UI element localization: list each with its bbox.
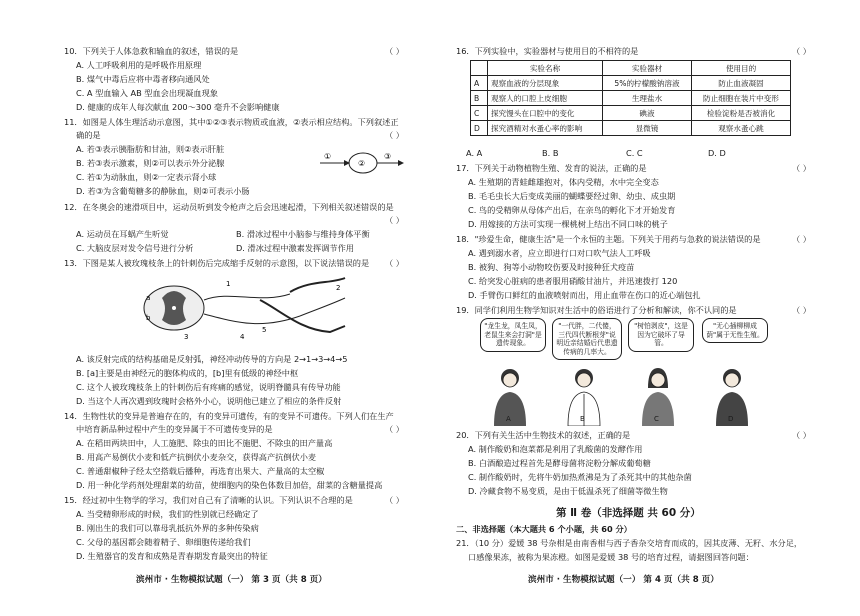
table-cell: B — [471, 91, 488, 106]
part-2-heading: 二、非选择题（本大题共 6 个小题，共 60 分） — [456, 524, 632, 534]
q13-label-1: 1 — [226, 280, 231, 288]
q10-option-b: B. 煤气中毒后应将中毒者移向通风处 — [76, 74, 210, 84]
q21-stem-cont: 口感像果冻，被称为果冻橙。如图是爱媛 38 号的培育过程，请据图回答问题： — [468, 552, 754, 562]
q15-option-d: D. 生殖器官的发育和成熟是青春期发育最突出的特征 — [76, 551, 268, 561]
q18-option-d: D. 手臂伤口鲜红的血液喷射而出，用止血带在伤口的近心端包扎 — [468, 290, 701, 300]
q11-stem: 11．如图是人体生理活动示意图，其中①②③表示物质或血液，②表示相应结构。下列叙述正 — [64, 117, 399, 127]
q20-stem: 20．下列有关生活中生物技术的叙述，正确的是 — [456, 430, 631, 440]
q12-option-d: D. 滑冰过程中激素发挥调节作用 — [236, 243, 354, 253]
q12-paren: （ ） — [385, 215, 404, 225]
q15-option-a: A. 当受精卵形成的时候，我们的性别就已经确定了 — [76, 509, 259, 519]
q11-option-b: B. 若③表示激素，则②可以表示外分泌腺 — [76, 158, 225, 168]
q21-stem: 21．（10 分）爱媛 38 号杂柑是由南香柑与西子香杂交培育而成的，因其皮薄、无籽、水分足， — [456, 538, 803, 548]
q14-option-d: D. 用一种化学药剂处理甜菜的幼苗，使细胞内的染色体数目加倍，甜菜的含糖量提高 — [76, 480, 383, 490]
q10-option-a: A. 人工呼吸利用的是呼吸作用原理 — [76, 60, 202, 70]
q20-option-b: B. 白酒酿造过程首先是酵母菌将淀粉分解成葡萄糖 — [468, 458, 651, 468]
q13-option-a: A. 该反射完成的结构基础是反射弧，神经冲动传导的方向是 2→1→3→4→5 — [76, 354, 348, 364]
q13-label-b: b — [146, 314, 151, 322]
right-page-footer: 滨州市 · 生物模拟试题（一） 第 4 页（共 8 页） — [528, 575, 719, 585]
q18-option-b: B. 被狗、狗等小动物咬伤要及时接种狂犬疫苗 — [468, 262, 635, 272]
q18-option-c: C. 给突发心脏病的患者服用硝酸甘油片，并迅速拨打 120 — [468, 276, 678, 286]
q15-paren: （ ） — [385, 495, 404, 505]
left-page-footer: 滨州市 · 生物模拟试题（一） 第 3 页（共 8 页） — [136, 575, 327, 585]
table-cell: 5%的柠檬酸钠溶液 — [603, 76, 692, 91]
q11-option-c: C. 若①为动脉血，则②一定表示肾小球 — [76, 172, 217, 182]
q13-paren: （ ） — [385, 258, 404, 268]
q14-stem-cont: 中培育新品种过程中产生的变异属于不可遗传变异的是 — [76, 424, 273, 434]
q11-label-1: ① — [324, 152, 332, 161]
table-cell: 生理盐水 — [603, 91, 692, 106]
q19-label-a: A — [506, 415, 511, 423]
q17-option-b: B. 毛毛虫长大后变成美丽的蝴蝶要经过卵、幼虫、成虫期 — [468, 191, 676, 201]
q13-label-4: 4 — [240, 333, 245, 341]
q19-bubble-a: "龙生龙，凤生凤，老鼠生来会打洞"是遗传现象。 — [480, 318, 546, 352]
q15-option-b: B. 刚出生的我们可以靠母乳抵抗外界的多种传染病 — [76, 523, 259, 533]
q19-label-d: D — [728, 415, 734, 423]
q19-label-b: B — [580, 415, 585, 423]
table-cell: A — [471, 76, 488, 91]
q15-option-c: C. 父母的基因都会随着精子、卵细胞传递给我们 — [76, 537, 251, 547]
q18-paren: （ ） — [792, 234, 811, 244]
q19-paren: （ ） — [792, 305, 811, 315]
q18-option-a: A. 遇到溺水者，应立即进行口对口吹气法人工呼吸 — [468, 248, 651, 258]
q11-label-2: ② — [358, 159, 366, 168]
q11-option-a: A. 若③表示胰脂肪和甘油，则②表示肝脏 — [76, 144, 225, 154]
q19-bubble-c: "树怕剥皮"，这是因为它破坏了导管。 — [628, 318, 694, 352]
q11-label-3: ③ — [384, 152, 392, 161]
q13-option-c: C. 这个人被玫瑰枝条上的针刺伤后有疼痛的感觉，说明脊髓具有传导功能 — [76, 382, 341, 392]
q13-option-b: B. [a]主要是由神经元的胞体构成的，[b]里有低级的神经中枢 — [76, 368, 299, 378]
q13-label-3: 3 — [184, 333, 189, 341]
table-header-cell: 实验器材 — [603, 61, 692, 76]
q15-stem: 15．经过初中生物学的学习，我们对自己有了清晰的认识。下列认识不合理的是 — [64, 495, 353, 505]
table-cell: 观察血液的分层现象 — [488, 76, 603, 91]
q16-table — [470, 60, 791, 136]
q20-option-a: A. 制作酸奶和泡菜都是利用了乳酸菌的发酵作用 — [468, 444, 643, 454]
q11-stem-cont: 确的是 — [76, 130, 101, 140]
table-cell: 探究酒精对水蚤心率的影响 — [488, 121, 603, 136]
q14-option-c: C. 普通甜椒种子经太空搭载后播种，再选育出果大、产量高的太空椒 — [76, 466, 325, 476]
table-cell: 探究馒头在口腔中的变化 — [488, 106, 603, 121]
q10-stem: 10．下列关于人体急救和输血的叙述，错误的是 — [64, 46, 239, 56]
table-header-cell: 实验名称 — [488, 61, 603, 76]
q12-option-a: A. 运动员在耳蜗产生听觉 — [76, 229, 169, 239]
q12-option-c: C. 大脑皮层对发令信号进行分析 — [76, 243, 194, 253]
q11-diagram — [318, 145, 404, 181]
table-cell: 防止细胞在装片中变形 — [692, 91, 791, 106]
q10-option-d: D. 健康的成年人每次献血 200～300 毫升不会影响健康 — [76, 102, 280, 112]
table-header-row — [471, 61, 791, 76]
q20-option-c: C. 制作酸奶时，先将牛奶加热煮沸是为了杀死其中的其他杂菌 — [468, 472, 692, 482]
table-cell: 观察人的口腔上皮细胞 — [488, 91, 603, 106]
q19-stem: 19．同学们利用生物学知识对生活中的俗语进行了分析和解读，你不认同的是 — [456, 305, 737, 315]
right-page — [430, 0, 860, 616]
q11-option-d: D. 若③为含葡萄糖多的静脉血，则②可表示小肠 — [76, 186, 250, 196]
table-row — [471, 76, 791, 91]
table-cell: D — [471, 121, 488, 136]
q13-option-d: D. 当这个人再次遇到玫瑰时会格外小心，说明他已建立了相应的条件反射 — [76, 396, 342, 406]
table-cell: 显微镜 — [603, 121, 692, 136]
q17-paren: （ ） — [792, 163, 811, 173]
q19-bubble-b: "一代胖，二代傻，三代四代断根芽"说明近亲结婚后代患遗传病的几率大。 — [552, 318, 622, 360]
q20-option-d: D. 冷藏食物不易变质，是由于低温杀死了细菌等微生物 — [468, 486, 668, 496]
q13-reflex-arc-diagram — [140, 270, 355, 342]
table-row — [471, 91, 791, 106]
q13-stem: 13．下图是某人被玫瑰枝条上的针刺伤后完成缩手反射的示意图，以下说法错误的是 — [64, 258, 370, 268]
q16-option-c: C. C — [626, 148, 643, 158]
q14-stem: 14．生物性状的变异是普遍存在的，有的变异可遗传，有的变异不可遗传。下列人们在生产 — [64, 411, 394, 421]
q20-paren: （ ） — [792, 430, 811, 440]
q16-paren: （ ） — [792, 46, 811, 56]
q19-illustration — [480, 318, 780, 426]
q16-option-d: D. D — [708, 148, 726, 158]
table-cell: 防止血液凝固 — [692, 76, 791, 91]
table-cell: 检验淀粉是否被消化 — [692, 106, 791, 121]
q14-paren: （ ） — [385, 424, 404, 434]
table-cell: C — [471, 106, 488, 121]
q17-option-d: D. 用嫁接的方法可实现一棵桃树上结出不同口味的桃子 — [468, 219, 668, 229]
q13-label-5: 5 — [262, 326, 267, 334]
q11-paren: （ ） — [385, 130, 404, 140]
q17-stem: 17．下列关于动物植物生殖、发育的说法，正确的是 — [456, 163, 647, 173]
q16-option-a: A. A — [466, 148, 483, 158]
table-header-cell — [471, 61, 488, 76]
q17-option-c: C. 鸟的受精卵从母体产出后，在亲鸟的孵化下才开始发育 — [468, 205, 676, 215]
table-cell: 观察水蚤心跳 — [692, 121, 791, 136]
table-row — [471, 106, 791, 121]
q17-option-a: A. 生殖期的青蛙雌雄抱对，体内受精，水中完全变态 — [468, 177, 659, 187]
table-row — [471, 121, 791, 136]
q16-stem: 16．下列实验中，实验器材与使用目的不相符的是 — [456, 46, 639, 56]
table-header-cell: 使用目的 — [692, 61, 791, 76]
q12-option-b: B. 滑冰过程中小脑参与维持身体平衡 — [236, 229, 370, 239]
q10-option-c: C. A 型血输入 AB 型血会出现凝血现象 — [76, 88, 218, 98]
q12-stem: 12．在冬奥会的速滑项目中，运动员听到发令枪声之后会迅速起滑，下列相关叙述错误的是 — [64, 202, 394, 212]
q14-option-b: B. 用高产易倒伏小麦和低产抗倒伏小麦杂交，获得高产抗倒伏小麦 — [76, 452, 317, 462]
q14-option-a: A. 在稻田两块田中，人工施肥、除虫的田比不施肥、不除虫的田产量高 — [76, 438, 333, 448]
q13-label-a: a — [146, 294, 151, 302]
q19-bubble-d: "无心插柳柳成荫"属于无性生殖。 — [702, 318, 768, 343]
table-cell: 碘液 — [603, 106, 692, 121]
q18-stem: 18．"珍爱生命，健康生活"是一个永恒的主题。下列关于用药与急救的说法错误的是 — [456, 234, 761, 244]
q16-option-b: B. B — [542, 148, 559, 158]
q10-paren: （ ） — [385, 46, 404, 56]
q13-label-2: 2 — [336, 284, 341, 292]
q19-label-c: C — [654, 415, 659, 423]
students-figures — [480, 364, 780, 426]
section-2-title: 第 Ⅱ 卷（非选择题 共 60 分） — [556, 507, 701, 519]
